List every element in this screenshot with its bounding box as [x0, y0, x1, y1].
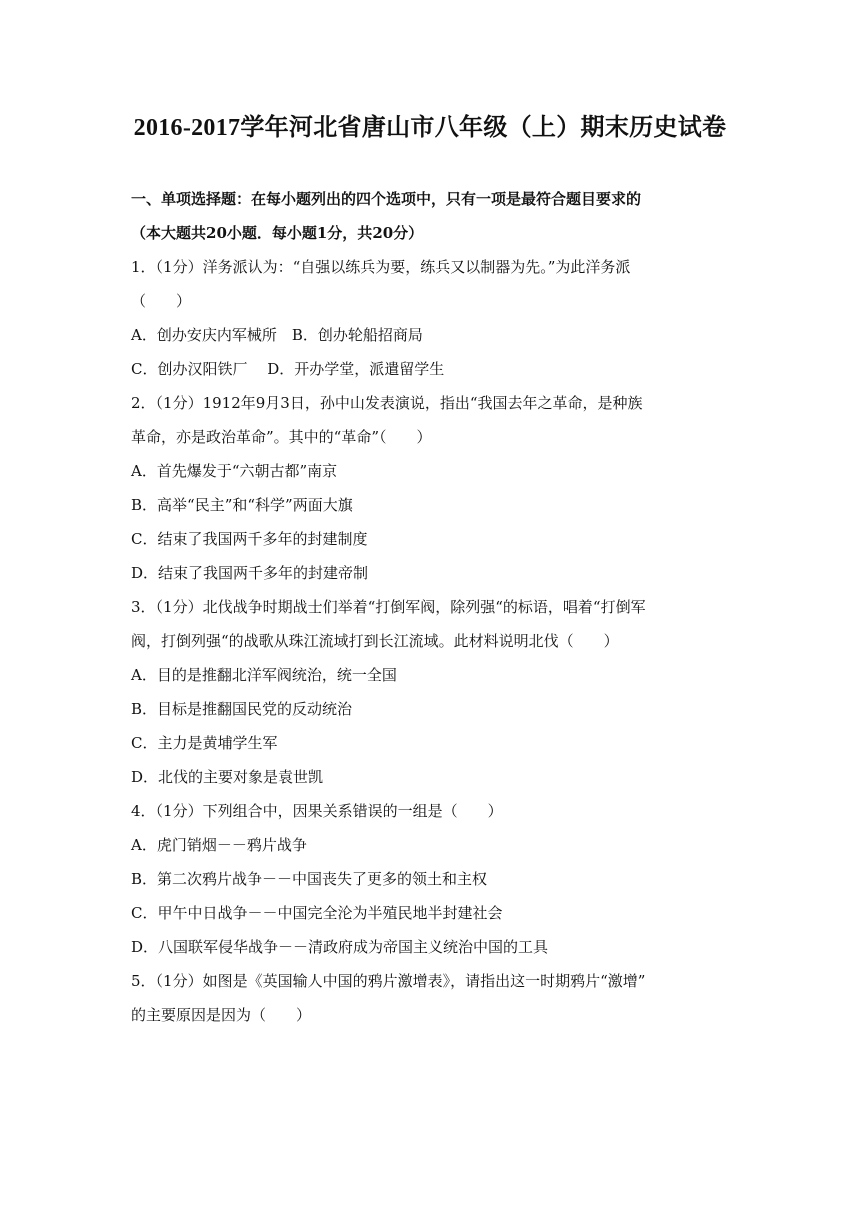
- question-option-line: C．创办汉阳铁厂 D．开办学堂，派遣留学生: [131, 360, 445, 378]
- question-stem-line: 革命，亦是政治革命”。其中的“革命”（ ）: [131, 428, 432, 446]
- question-option-line: B．目标是推翻国民党的反动统治: [131, 700, 353, 718]
- section-heading-line-2: （本大题共20小题．每小题1分，共20分）: [131, 224, 424, 242]
- question-option-line: D．结束了我国两千多年的封建帝制: [131, 564, 369, 582]
- question-option-line: B．第二次鸦片战争－－中国丧失了更多的领土和主权: [131, 870, 488, 888]
- question-option-line: C．甲午中日战争－－中国完全沦为半殖民地半封建社会: [131, 904, 503, 922]
- page-title: 2016-2017学年河北省唐山市八年级（上）期末历史试卷: [133, 115, 727, 141]
- question-stem-line: 4．（1分）下列组合中，因果关系错误的一组是（ ）: [131, 802, 503, 820]
- question-stem-line: （ ）: [131, 292, 192, 310]
- question-stem-line: 1．（1分）洋务派认为：“自强以练兵为要，练兵又以制器为先。”为此洋务派: [131, 258, 631, 276]
- question-option-line: A．目的是推翻北洋军阀统治，统一全国: [131, 666, 397, 684]
- question-option-line: A．创办安庆内军械所 B．创办轮船招商局: [131, 326, 423, 344]
- question-stem-line: 5．（1分）如图是《英国输人中国的鸦片激增表》，请指出这一时期鸦片“激增”: [131, 972, 646, 990]
- question-option-line: A．首先爆发于“六朝古都”南京: [131, 462, 338, 480]
- question-stem-line: 的主要原因是因为（ ）: [131, 1006, 312, 1024]
- question-option-line: A．虎门销烟－－鸦片战争: [131, 836, 307, 854]
- section-heading-line-1: 一、单项选择题：在每小题列出的四个选项中，只有一项是最符合题目要求的: [131, 190, 642, 208]
- question-stem-line: 2．（1分）1912年9月3日，孙中山发表演说，指出“我国去年之革命，是种族: [131, 394, 643, 412]
- question-stem-line: 3．（1分）北伐战争时期战士们举着“打倒军阀，除列强“的标语，唱着“打倒军: [131, 598, 646, 616]
- question-option-line: C．结束了我国两千多年的封建制度: [131, 530, 368, 548]
- question-option-line: D．北伐的主要对象是袁世凯: [131, 768, 324, 786]
- question-option-line: D．八国联军侵华战争－－清政府成为帝国主义统治中国的工具: [131, 938, 549, 956]
- question-option-line: C．主力是黄埔学生军: [131, 734, 278, 752]
- question-stem-line: 阀，打倒列强“的战歌从珠江流域打到长江流域。此材料说明北伐（ ）: [131, 632, 619, 650]
- question-option-line: B．高举“民主”和“科学”两面大旗: [131, 496, 353, 514]
